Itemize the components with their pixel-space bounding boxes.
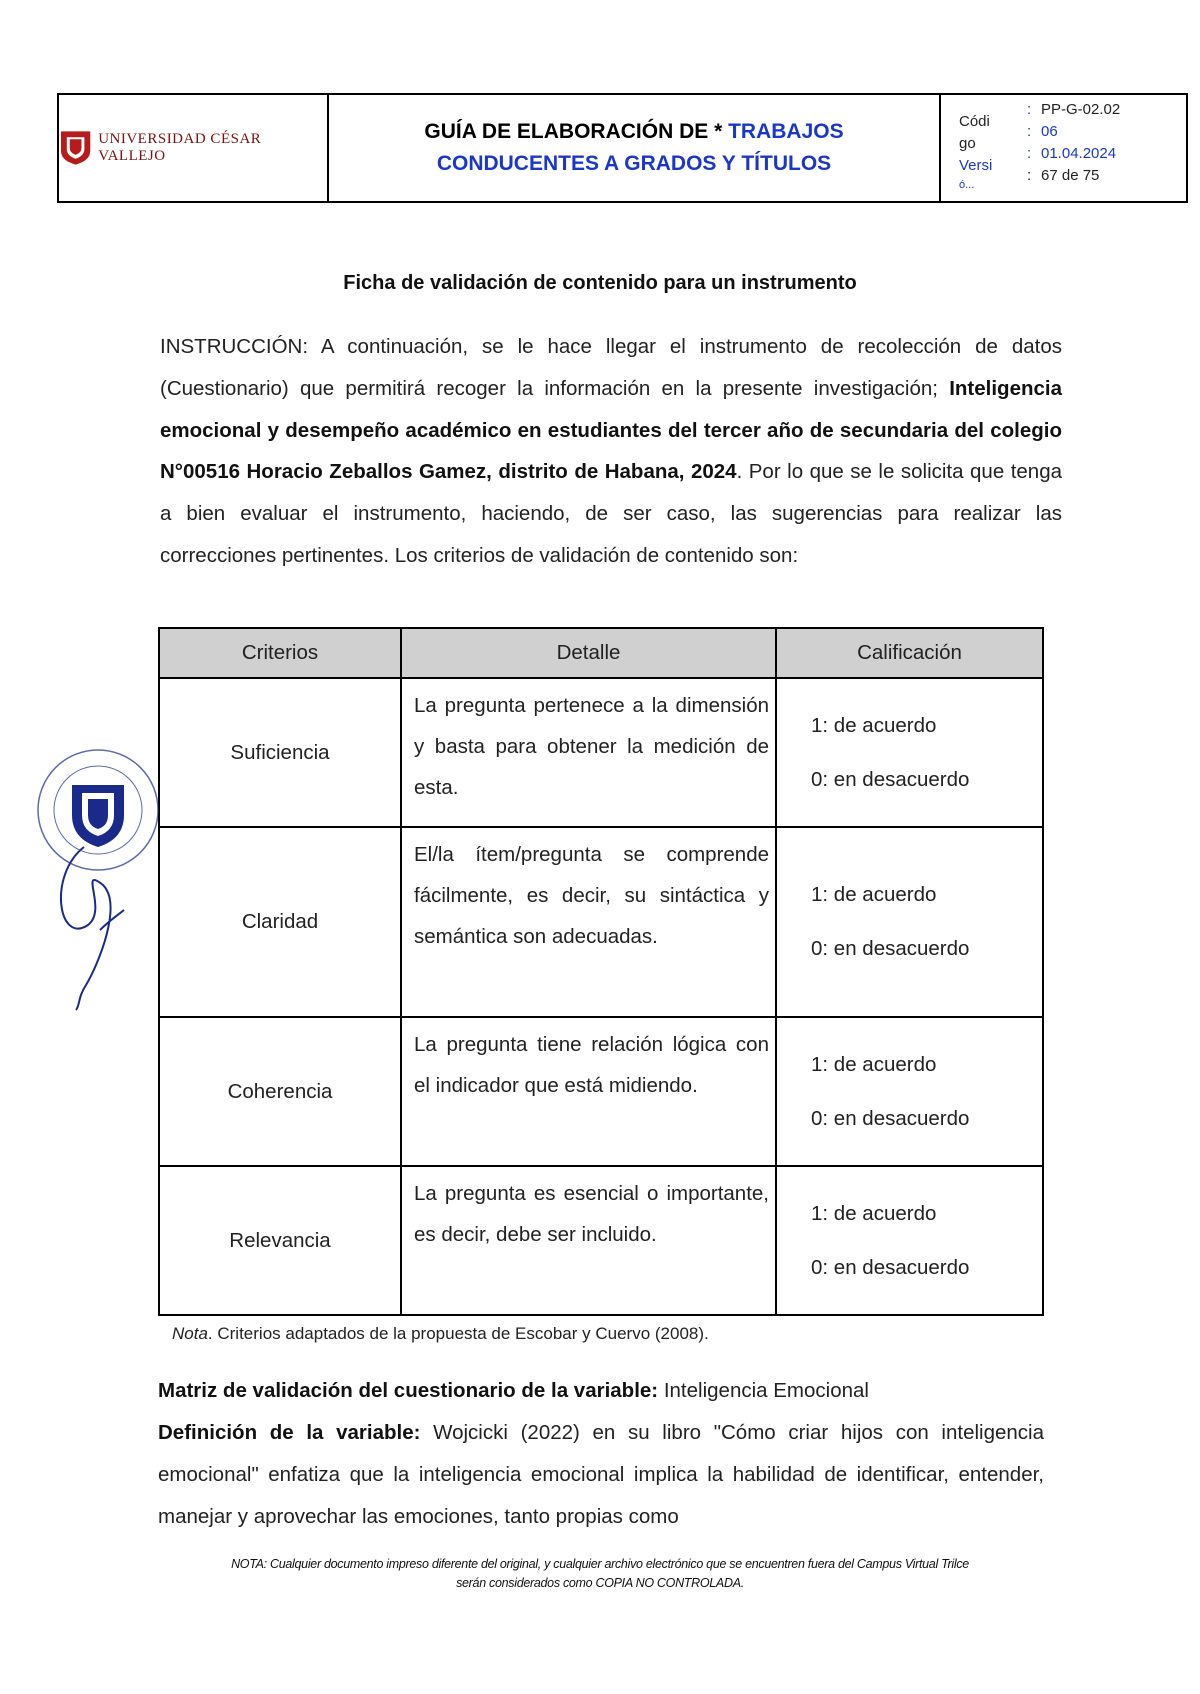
page-title: Ficha de validación de contenido para un instrumento [343,272,857,294]
criterion-rating: 1: de acuerdo 0: en desacuerdo [776,1017,1043,1166]
university-logo [59,95,329,201]
criterion-rating: 1: de acuerdo 0: en desacuerdo [776,678,1043,827]
table-row [159,827,1043,1017]
table-row [159,678,1043,827]
instruction-paragraph: INSTRUCCIÓN: A continuación, se le hace llegar el instrumento de recolección de datos (Cuestionario) que permitirá recoger la información en la presente investigación; Inteligencia emocional y desempeño académico en estudiantes del tercer año de secundaria del colegio N°00516 Horacio Zeballos Gamez, distrito de Habana, 2024. Por lo que se le solicita que tenga a bien evaluar el instrumento, haciendo, de ser caso, las sugerencias para realizar las correcciones pertinentes. Los criterios de validación de contenido son: [160,335,1063,567]
header-meta [941,95,1186,201]
matrix-line: Matriz de validación del cuestionario de la variable: Inteligencia Emocional [158,1379,869,1402]
criterion-detail: La pregunta tiene relación lógica con el indicador que está midiendo. [401,1017,776,1166]
table-row [159,1017,1043,1166]
criterion-name: Coherencia [159,1017,401,1166]
meta-row-page: ó... : 67 de 75 [959,167,1100,191]
meta-row-version: go : 06 [959,123,1058,152]
criterion-detail: La pregunta es esencial o importante, es decir, debe ser incluido. [401,1166,776,1315]
page-footer: NOTA: Cualquier documento impreso diferente del original, y cualquier archivo electrónico que se encuentren fuera del Campus Virtual Trilce serán considerados como COPIA NO CONTROLADA. [231,1557,969,1590]
definition-line: Definición de la variable: Wojcicki (2022) en su libro "Cómo criar hijos con inteligencia emocional" enfatiza que la inteligencia emocional implica la habilidad de identificar, entender, manejar y aprovechar las emociones, tanto propias como [158,1421,1045,1528]
criterion-rating: 1: de acuerdo 0: en desacuerdo [776,1166,1043,1315]
university-stamp-seal [28,735,168,1035]
criterion-name: Suficiencia [159,678,401,827]
criterion-detail: El/la ítem/pregunta se comprende fácilmente, es decir, su sintáctica y semántica son adecuadas. [401,827,776,1017]
header-title: GUÍA DE ELABORACIÓN DE * TRABAJOS CONDUCENTES A GRADOS Y TÍTULOS [329,95,941,201]
document-header [57,93,1188,203]
university-shield-icon [59,129,92,167]
table-note: Nota. Criterios adaptados de la propuesta de Escobar y Cuervo (2008). [172,1324,709,1343]
header-title-line2: CONDUCENTES A GRADOS Y TÍTULOS [436,152,832,175]
variable-definition [158,1370,1044,1538]
criterion-detail: La pregunta pertenece a la dimensión y basta para obtener la medición de esta. [401,678,776,827]
column-header: Detalle [401,628,776,678]
column-header: Calificación [776,628,1043,678]
criterion-name: Relevancia [159,1166,401,1315]
column-header: Criterios [159,628,401,678]
table-header-row [159,628,1043,678]
table-row [159,1166,1043,1315]
criteria-table [158,627,1044,1316]
university-name: UNIVERSIDAD CÉSAR VALLEJO [98,131,262,164]
meta-row-date: Versi : 01.04.2024 [959,145,1117,174]
research-title: Inteligencia emocional y desempeño académico en estudiantes del tercer año de secundaria del colegio N°00516 Horacio Zeballos Gamez, distrito de Habana, 2024 [160,376,1062,484]
criterion-name: Claridad [159,827,401,1017]
meta-row-code: Códi : PP-G-02.02 [959,101,1121,130]
criterion-rating: 1: de acuerdo 0: en desacuerdo [776,827,1043,1017]
